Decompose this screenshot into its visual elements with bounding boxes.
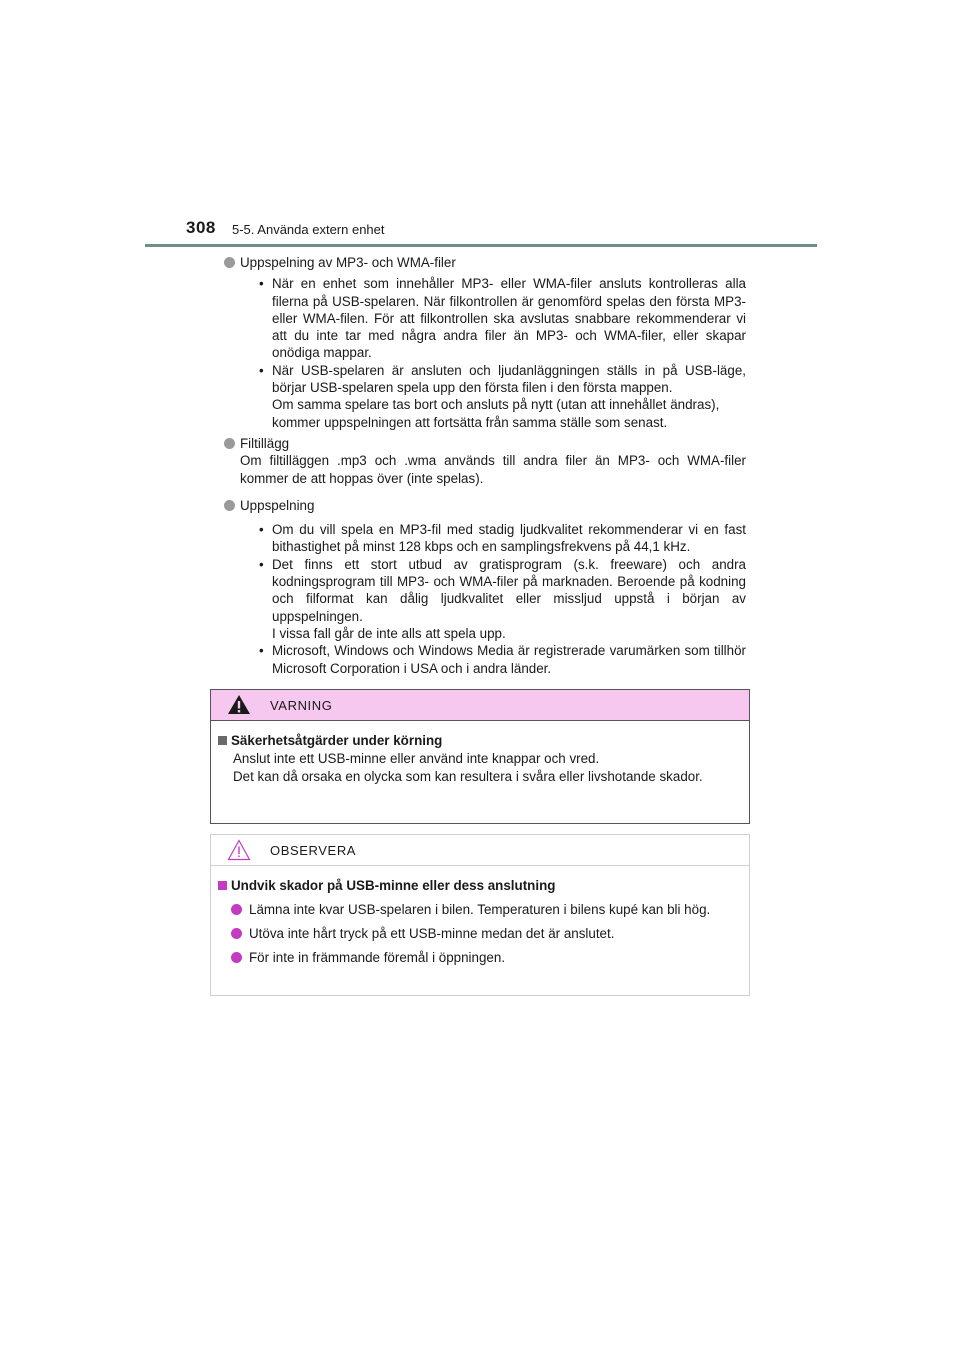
warning-body [211,721,749,786]
mp3-list [240,275,746,431]
notice-box [210,834,750,996]
list-item: • Om du vill spela en MP3-fil med stadig ljudkvalitet rekommenderar vi en fast bithastighet på minst 128 kbps och en samplingsfrekvens på 44,1 kHz. [259,522,746,555]
list-item: • Det finns ett stort utbud av gratisprogram (s.k. freeware) och andra kodningsprogram till MP3- och WMA-filer på marknaden. Beroende på kodning och filformat kan dålig ljudkvalitet eller missljud uppstå i början av uppspelningen. [259,556,746,624]
playback-heading: Uppspelning [240,497,315,513]
list-item-continuation: Om samma spelare tas bort och ansluts på nytt (utan att innehållet ändras), kommer uppspelningen att fortsätta från samma ställe som senast. [272,397,720,430]
warning-line: Anslut inte ett USB-minne eller använd inte knappar och vred. [233,751,600,766]
mp3-section [222,254,746,431]
warning-label: VARNING [270,698,333,713]
warning-title: Säkerhetsåtgärder under körning [215,732,739,750]
warning-line: Det kan då orsaka en olycka som kan resultera i svåra eller livshotande skador. [233,769,703,784]
page-number: 308 [186,218,216,237]
section-title: 5-5. Använda extern enhet [232,222,385,237]
mp3-heading: Uppspelning av MP3- och WMA-filer [240,255,456,270]
list-mark: • [259,643,264,659]
main-content [222,254,746,681]
ext-body: Om filtilläggen .mp3 och .wma används till andra filer än MP3- och WMA-filer kommer de att hoppas över (inte spelas). [240,453,746,486]
bullet-icon [224,500,235,511]
ext-section [222,435,746,487]
list-item-continuation: I vissa fall går de inte alls att spela upp. [272,625,506,641]
square-bullet-icon [218,736,227,745]
caution-icon [227,839,251,861]
notice-label: OBSERVERA [270,843,357,858]
header-rule [145,244,817,247]
list-mark: • [259,556,264,572]
list-item: • Microsoft, Windows och Windows Media är registrerade varumärken som tillhör Microsoft Corporation i USA och i andra länder. [259,643,746,676]
list-mark: • [259,362,264,378]
list-item: Utöva inte hårt tryck på ett USB-minne medan det är anslutet. [215,925,739,943]
warning-header [211,690,749,721]
bullet-icon [231,952,242,963]
list-item: För inte in främmande föremål i öppningen. [215,949,739,967]
bullet-icon [231,904,242,915]
warning-icon [227,694,251,715]
list-mark: • [259,276,264,292]
list-mark: • [259,522,264,538]
notice-header [211,835,749,866]
playback-list [240,521,746,677]
ext-heading: Filtillägg [240,435,290,451]
notice-body [211,866,749,967]
list-item: • När en enhet som innehåller MP3- eller WMA-filer ansluts kontrolleras alla filerna på USB-spelaren. När filkontrollen är genomförd spelas den första MP3- eller WMA-filen. För att filkontrollen ska avslutas snabbare rekommenderar vi att du inte tar med några andra filer än MP3- och WMA-filer, eller skapar onödiga mappar. [259,276,746,361]
square-bullet-icon [218,881,227,890]
list-item: • När USB-spelaren är ansluten och ljudanläggningen ställs in på USB-läge, börjar USB-spelaren spela upp den första filen i den första mappen. [259,362,746,396]
bullet-icon [224,438,235,449]
warning-box [210,689,750,824]
bullet-icon [224,257,235,268]
notice-title: Undvik skador på USB-minne eller dess anslutning [215,877,739,895]
playback-section [222,497,746,677]
bullet-icon [231,928,242,939]
list-item: Lämna inte kvar USB-spelaren i bilen. Temperaturen i bilens kupé kan bli hög. [215,901,739,919]
